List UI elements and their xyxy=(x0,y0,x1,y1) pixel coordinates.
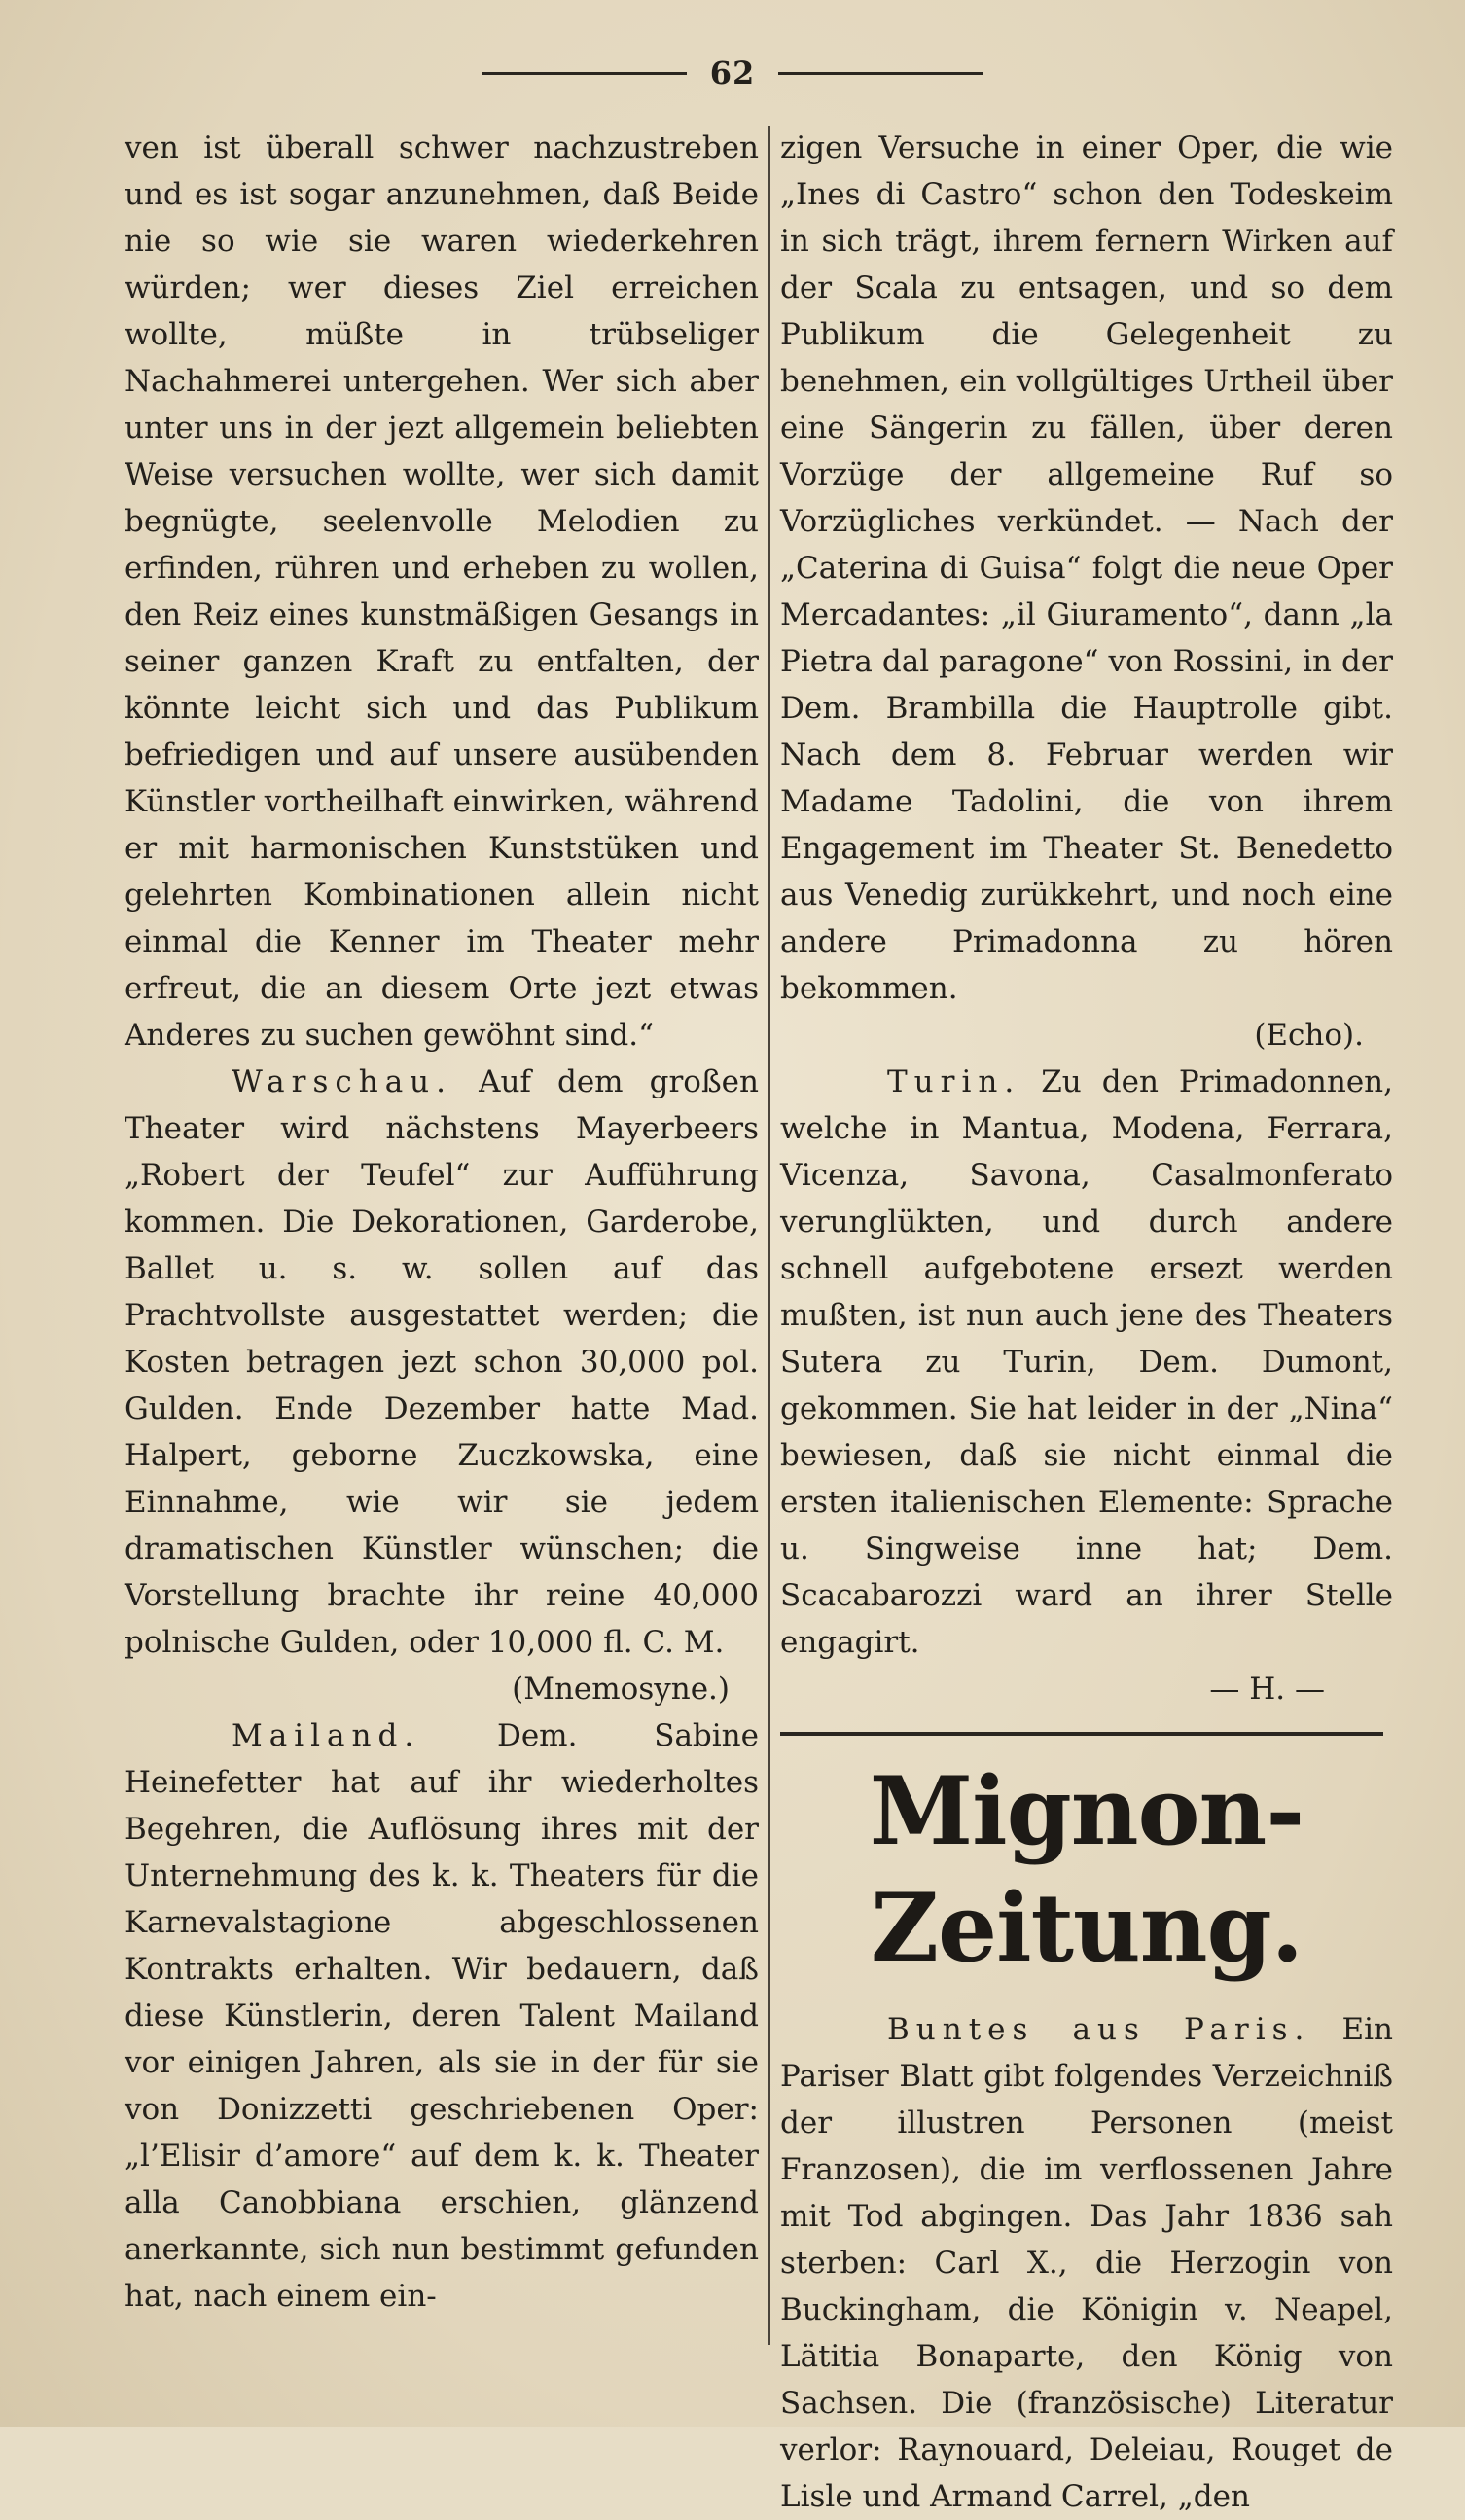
entry-text: Auf dem großen Theater wird nächstens Mayerbeers „Robert der Teufel“ zur Aufführung kommen. Die Dekorationen, Garderobe, Ballet u. s. w. sollen auf das Prachtvollste ausgestattet werden; die Kosten betragen jezt schon 30,000 pol. Gulden. Ende Dezember hatte Mad. Halpert, geborne Zuczkowska, eine Einnahme, wie wir sie jedem dramatischen Künstler wünschen; die Vorstellung brachte ihr reine 40,000 polnische Gulden, oder 10,000 fl. C. M. xyxy=(125,1064,759,1660)
news-entry-warschau xyxy=(125,1059,759,1666)
author-signature: — H. — xyxy=(1209,1672,1325,1707)
header-rule-left xyxy=(482,72,687,75)
source-credit: (Echo). xyxy=(1254,1018,1364,1053)
entry-text: Zu den Primadonnen, welche in Mantua, Modena, Ferrara, Vicenza, Savona, Casalmonferato verunglükten, und durch andere schnell aufgebotene ersezt werden mußten, ist nun auch jene des Theaters Sutera zu Turin, Dem. Dumont, gekommen. Sie hat leider in der „Nina“ bewiesen, daß sie nicht einmal die ersten italienischen Elemente: Sprache u. Singweise inne hat; Dem. Scacabarozzi ward an ihrer Stelle engagirt. xyxy=(780,1064,1393,1660)
entry-text: Ein Pariser Blatt gibt folgendes Verzeichniß der illustren Personen (meist Franzosen), die im verflossenen Jahre mit Tod abgingen. Das Jahr 1836 sah sterben: Carl X., die Herzogin von Buckingham, die Königin v. Neapel, Lätitia Bonaparte, den König von Sachsen. Die (französische) Literatur verlor: Raynouard, Deleiau, Rouget de Lisle und Armand Carrel, „den xyxy=(780,2012,1393,2514)
news-entry-mailand xyxy=(125,1712,759,2320)
entry-place: Warschau. xyxy=(232,1064,453,1099)
section-masthead: Mignon-Zeitung. xyxy=(869,1756,1304,1983)
right-column xyxy=(780,125,1393,2520)
entry-text: Dem. Sabine Heinefetter hat auf ihr wiederholtes Begehren, die Auflösung ihres mit der Unternehmung des k. k. Theaters für die Karnevalstagione abgeschlossenen Kontrakts erhalten. Wir bedauern, daß diese Künstlerin, deren Talent Mailand vor einigen Jahren, als sie in der für sie von Donizzetti geschriebenen Oper: „l’Elisir d’amore“ auf dem k. k. Theater alla Canobbiana erschien, glänzend anerkannte, sich nun bestimmt gefunden hat, nach einem ein- xyxy=(125,1718,759,2314)
section-rule xyxy=(780,1732,1383,1736)
news-entry-paris xyxy=(780,2006,1393,2520)
news-entry-turin xyxy=(780,1059,1393,1666)
header-rule-right xyxy=(778,72,983,75)
entry-place: Turin. xyxy=(887,1064,1021,1099)
column-divider xyxy=(768,126,770,2345)
left-column xyxy=(125,125,759,2320)
page-header xyxy=(0,54,1465,91)
entry-place: Mailand. xyxy=(232,1718,421,1753)
entry-place: Buntes aus Paris. xyxy=(887,2012,1311,2047)
paragraph-continuation: zigen Versuche in einer Oper, die wie „Ines di Castro“ schon den Todeskeim in sich trägt, ihrem fernern Wirken auf der Scala zu entsagen, und so dem Publikum die Gelegenheit zu benehmen, ein vollgültiges Urtheil über eine Sängerin zu fällen, über deren Vorzüge der allgemeine Ruf so Vorzügliches verkündet. — Nach der „Caterina di Guisa“ folgt die neue Oper Mercadantes: „il Giuramento“, dann „la Pietra dal paragone“ von Rossini, in der Dem. Brambilla die Hauptrolle gibt. Nach dem 8. Februar werden wir Madame Tadolini, die von ihrem Engagement im Theater St. Benedetto aus Venedig zurükkehrt, und noch eine andere Primadonna zu hören bekommen. xyxy=(780,130,1393,1006)
page-number: 62 xyxy=(709,54,756,91)
source-credit: (Mnemosyne.) xyxy=(512,1672,730,1707)
paragraph-continuation: ven ist überall schwer nachzustreben und es ist sogar anzunehmen, daß Beide nie so wie sie waren wiederkehren würden; wer dieses Ziel erreichen wollte, müßte in trübseliger Nachahmerei untergehen. Wer sich aber unter uns in der jezt allgemein beliebten Weise versuchen wollte, wer sich damit begnügte, seelenvolle Melodien zu erfinden, rühren und erheben zu wollen, den Reiz eines kunstmäßigen Gesangs in seiner ganzen Kraft zu entfalten, der könnte leicht sich und das Publikum befriedigen und auf unsere ausübenden Künstler vortheilhaft einwirken, während er mit harmonischen Kunststüken und gelehrten Kombinationen allein nicht einmal die Kenner im Theater mehr erfreut, die an diesem Orte jezt etwas Anderes zu suchen gewöhnt sind.“ xyxy=(125,130,759,1053)
